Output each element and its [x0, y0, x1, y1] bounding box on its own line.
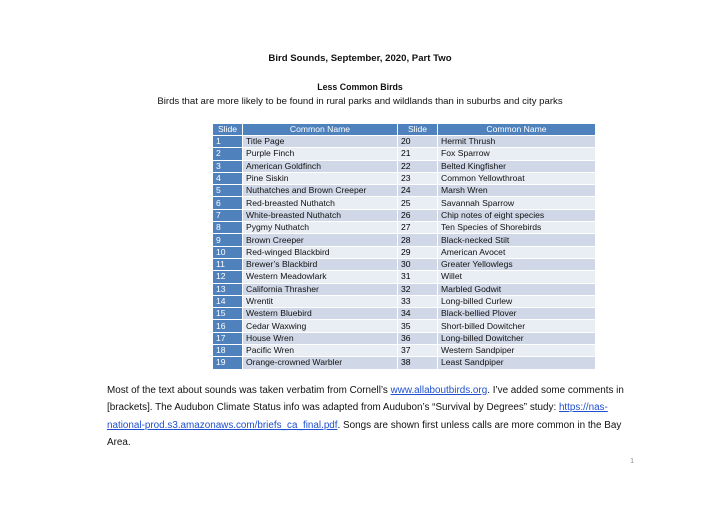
- table-row: [213, 234, 596, 246]
- common-name-right: Long-billed Dowitcher: [438, 332, 596, 344]
- common-name-left: House Wren: [243, 332, 398, 344]
- common-name-right: Fox Sparrow: [438, 148, 596, 160]
- slide-number-left: 4: [213, 172, 243, 184]
- common-name-right: Short-billed Dowitcher: [438, 320, 596, 332]
- slide-number-left: 15: [213, 308, 243, 320]
- table-row: [213, 209, 596, 221]
- header-common-name-right: Common Name: [438, 124, 596, 136]
- common-name-right: Black-necked Stilt: [438, 234, 596, 246]
- slide-number-left: 1: [213, 136, 243, 148]
- common-name-left: Red-winged Blackbird: [243, 246, 398, 258]
- table-row: [213, 283, 596, 295]
- slide-number-left: 19: [213, 357, 243, 369]
- slide-number-right: 22: [398, 160, 438, 172]
- common-name-right: Hermit Thrush: [438, 136, 596, 148]
- table-row: [213, 246, 596, 258]
- slide-number-left: 12: [213, 271, 243, 283]
- slide-number-left: 14: [213, 295, 243, 307]
- common-name-right: Ten Species of Shorebirds: [438, 222, 596, 234]
- common-name-left: Brewer’s Blackbird: [243, 258, 398, 270]
- common-name-right: Western Sandpiper: [438, 345, 596, 357]
- slide-number-left: 11: [213, 258, 243, 270]
- slide-number-left: 17: [213, 332, 243, 344]
- common-name-left: Pygmy Nuthatch: [243, 222, 398, 234]
- header-slide-left: Slide: [213, 124, 243, 136]
- body-text-1: Most of the text about sounds was taken verbatim from Cornell’s: [107, 385, 391, 396]
- common-name-left: American Goldfinch: [243, 160, 398, 172]
- slide-number-right: 20: [398, 136, 438, 148]
- body-paragraph: [107, 382, 627, 451]
- common-name-right: Savannah Sparrow: [438, 197, 596, 209]
- common-name-right: Long-billed Curlew: [438, 295, 596, 307]
- common-name-right: Greater Yellowlegs: [438, 258, 596, 270]
- slide-number-right: 26: [398, 209, 438, 221]
- bird-slide-table: [212, 123, 596, 370]
- table-row: [213, 258, 596, 270]
- slide-number-right: 29: [398, 246, 438, 258]
- table-row: [213, 295, 596, 307]
- allaboutbirds-link[interactable]: www.allaboutbirds.org: [390, 385, 488, 396]
- slide-number-right: 30: [398, 258, 438, 270]
- page-number: 1: [630, 458, 634, 465]
- table-row: [213, 357, 596, 369]
- table-row: [213, 332, 596, 344]
- slide-number-left: 8: [213, 222, 243, 234]
- body-text-2: . I’ve added some comments in [brackets]. The Audubon Climate Status info was adapted from Audubon’s “Survival by Degrees” study:: [107, 385, 624, 414]
- common-name-left: Red-breasted Nuthatch: [243, 197, 398, 209]
- slide-number-left: 16: [213, 320, 243, 332]
- common-name-left: Brown Creeper: [243, 234, 398, 246]
- slide-number-left: 3: [213, 160, 243, 172]
- common-name-left: California Thrasher: [243, 283, 398, 295]
- common-name-right: American Avocet: [438, 246, 596, 258]
- common-name-left: Title Page: [243, 136, 398, 148]
- slide-number-right: 27: [398, 222, 438, 234]
- table-body: [213, 136, 596, 370]
- body-text-3: . Songs are shown first unless calls are more common in the Bay Area.: [107, 419, 622, 448]
- section-subtitle: Less Common Birds: [317, 82, 403, 92]
- common-name-right: Common Yellowthroat: [438, 172, 596, 184]
- table-row: [213, 308, 596, 320]
- section-description: Birds that are more likely to be found in rural parks and wildlands than in suburbs and city parks: [157, 96, 563, 107]
- slide-number-left: 6: [213, 197, 243, 209]
- slide-number-right: 28: [398, 234, 438, 246]
- table-row: [213, 172, 596, 184]
- header-common-name-left: Common Name: [243, 124, 398, 136]
- audubon-report-link[interactable]: https://nas-national-prod.s3.amazonaws.com/briefs_ca_final.pdf: [107, 402, 608, 431]
- table-row: [213, 160, 596, 172]
- common-name-left: Pacific Wren: [243, 345, 398, 357]
- slide-number-left: 9: [213, 234, 243, 246]
- slide-number-right: 36: [398, 332, 438, 344]
- table-row: [213, 136, 596, 148]
- table-row: [213, 185, 596, 197]
- slide-number-right: 34: [398, 308, 438, 320]
- common-name-left: Pine Siskin: [243, 172, 398, 184]
- common-name-left: Purple Finch: [243, 148, 398, 160]
- slide-number-left: 10: [213, 246, 243, 258]
- table-row: [213, 320, 596, 332]
- slide-number-right: 33: [398, 295, 438, 307]
- table-row: [213, 345, 596, 357]
- common-name-right: Belted Kingfisher: [438, 160, 596, 172]
- slide-number-right: 35: [398, 320, 438, 332]
- table-row: [213, 197, 596, 209]
- common-name-right: Willet: [438, 271, 596, 283]
- slide-number-right: 23: [398, 172, 438, 184]
- slide-number-left: 7: [213, 209, 243, 221]
- slide-number-left: 5: [213, 185, 243, 197]
- slide-number-right: 32: [398, 283, 438, 295]
- slide-number-right: 31: [398, 271, 438, 283]
- common-name-left: White-breasted Nuthatch: [243, 209, 398, 221]
- table-row: [213, 271, 596, 283]
- common-name-right: Chip notes of eight species: [438, 209, 596, 221]
- common-name-left: Orange-crowned Warbler: [243, 357, 398, 369]
- common-name-right: Marsh Wren: [438, 185, 596, 197]
- header-slide-right: Slide: [398, 124, 438, 136]
- table-header-row: [213, 124, 596, 136]
- table-row: [213, 222, 596, 234]
- slide-number-right: 37: [398, 345, 438, 357]
- common-name-left: Nuthatches and Brown Creeper: [243, 185, 398, 197]
- common-name-left: Western Meadowlark: [243, 271, 398, 283]
- common-name-left: Western Bluebird: [243, 308, 398, 320]
- common-name-right: Black-bellied Plover: [438, 308, 596, 320]
- slide-number-right: 38: [398, 357, 438, 369]
- table-row: [213, 148, 596, 160]
- slide-number-left: 13: [213, 283, 243, 295]
- common-name-left: Wrentit: [243, 295, 398, 307]
- slide-number-right: 24: [398, 185, 438, 197]
- slide-number-left: 18: [213, 345, 243, 357]
- common-name-right: Marbled Godwit: [438, 283, 596, 295]
- slide-number-right: 21: [398, 148, 438, 160]
- slide-number-left: 2: [213, 148, 243, 160]
- common-name-left: Cedar Waxwing: [243, 320, 398, 332]
- slide-number-right: 25: [398, 197, 438, 209]
- page-title: Bird Sounds, September, 2020, Part Two: [268, 53, 452, 64]
- common-name-right: Least Sandpiper: [438, 357, 596, 369]
